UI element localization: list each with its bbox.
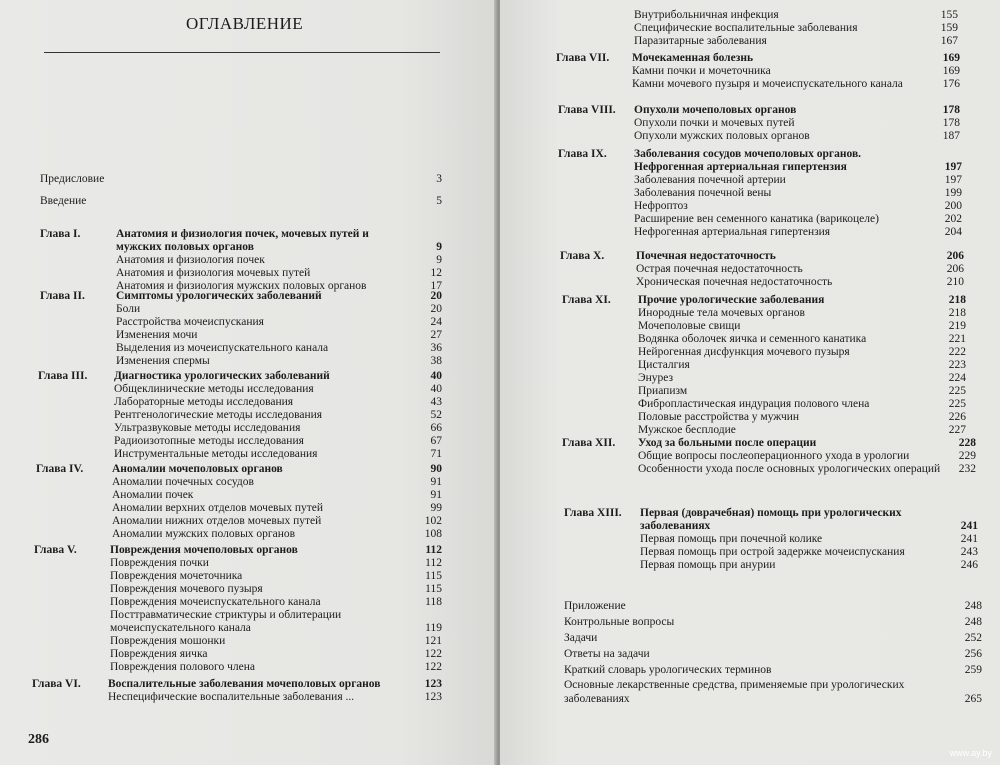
page-ref: 246 — [960, 559, 978, 571]
page-ref: 232 — [958, 463, 976, 475]
toc-entry: Посттравматические стриктуры и облитерации мочеиспускательного канала 119 — [110, 609, 442, 634]
toc-entry: Радиоизотопные методы исследования 67 — [114, 435, 442, 447]
toc-entry: Повреждения мочевого пузыря 115 — [110, 583, 442, 595]
toc-entry: Внутрибольничная инфекция 155 — [634, 9, 958, 21]
chapter-label: Глава VII. — [556, 52, 610, 64]
chapter-title: Уход за больными после операции 228 — [638, 437, 976, 449]
page-ref: 12 — [430, 267, 442, 279]
toc-entry: Выделения из мочеиспускательного канала 36 — [116, 342, 442, 354]
toc-entry: Аномалии верхних отделов мочевых путей 99 — [112, 502, 442, 514]
page-ref: 204 — [944, 226, 962, 238]
toc-entry: Аномалии почек 91 — [112, 489, 442, 501]
page-ref: 27 — [430, 329, 442, 341]
page-ref: 123 — [424, 691, 442, 703]
toc-entry: Энурез 224 — [638, 372, 966, 384]
page-ref: 206 — [946, 250, 964, 262]
chapter-entries — [108, 678, 442, 704]
page-ref: 169 — [942, 65, 960, 77]
page-ref: 36 — [430, 342, 442, 354]
page-ref: 210 — [946, 276, 964, 288]
page-ref: 40 — [430, 383, 442, 395]
page-ref: 20 — [430, 290, 442, 302]
toc-entry: Анатомия и физиология почек 9 — [116, 254, 442, 266]
page-ref: 9 — [436, 241, 442, 253]
right-page — [500, 0, 1000, 765]
watermark: www.ay.by — [949, 748, 992, 758]
toc-entry: Инородные тела мочевых органов 218 — [638, 307, 966, 319]
page-ref: 187 — [942, 130, 960, 142]
toc-entry: Инструментальные методы исследования 71 — [114, 448, 442, 460]
toc-entry: Повреждения почки 112 — [110, 557, 442, 569]
chapter-title: Повреждения мочеполовых органов 112 — [110, 544, 442, 556]
toc-entry: Нейрогенная дисфункция мочевого пузыря 222 — [638, 346, 966, 358]
chapter-title: Прочие урологические заболевания 218 — [638, 294, 966, 306]
toc-entry: Аномалии нижних отделов мочевых путей 102 — [112, 515, 442, 527]
chapter-label: Глава X. — [560, 250, 605, 262]
page-ref: 197 — [944, 174, 962, 186]
toc-entry: Неспецифические воспалительные заболевания ... 123 — [108, 691, 442, 703]
page-ref: 119 — [425, 622, 442, 634]
chapter-entries — [114, 370, 442, 461]
toc-entry: Особенности ухода после основных урологических операций 232 — [638, 463, 976, 475]
chapter-title: Первая (доврачебная) помощь при урологических заболеваниях 241 — [640, 507, 978, 532]
page-ref: 225 — [948, 398, 966, 410]
chapter-label: Глава V. — [34, 544, 77, 556]
toc-entry: Расстройства мочеиспускания 24 — [116, 316, 442, 328]
toc-entry: Повреждения мочеточника 115 — [110, 570, 442, 582]
chapter-title: Воспалительные заболевания мочеполовых органов 123 — [108, 678, 442, 690]
page-ref: 71 — [430, 448, 442, 460]
page-ref: 99 — [430, 502, 442, 514]
page-ref: 229 — [958, 450, 976, 462]
chapter-label: Глава I. — [40, 228, 81, 240]
page-number: 286 — [28, 732, 49, 747]
toc-entry: Водянка оболочек яичка и семенного канатика 221 — [638, 333, 966, 345]
toc-entry: Хроническая почечная недостаточность 210 — [636, 276, 964, 288]
chapter-entries — [640, 507, 978, 572]
page-ref: 52 — [430, 409, 442, 421]
page-ref: 178 — [942, 117, 960, 129]
page-ref: 223 — [948, 359, 966, 371]
chapter-entries — [116, 228, 442, 293]
page-ref: 200 — [944, 200, 962, 212]
chapter-title: Анатомия и физиология почек, мочевых путей и мужских половых органов 9 — [116, 228, 442, 253]
toc-entry: Цисталгия 223 — [638, 359, 966, 371]
page-ref: 169 — [942, 52, 960, 64]
chapter-label: Глава XII. — [562, 437, 616, 449]
page-ref: 197 — [944, 161, 962, 173]
page-ref: 176 — [942, 78, 960, 90]
page-ref: 227 — [948, 424, 966, 436]
page-ref: 241 — [960, 533, 978, 545]
toc-entry: Нефроптоз 200 — [634, 200, 962, 212]
title-rule — [44, 52, 440, 53]
chapter-title: Мочекаменная болезнь 169 — [632, 52, 960, 64]
page-ref: 24 — [430, 316, 442, 328]
page-ref: 202 — [944, 213, 962, 225]
toc-entry: Повреждения мошонки 121 — [110, 635, 442, 647]
toc-entry: Мужское бесплодие 227 — [638, 424, 966, 436]
page-ref: 67 — [430, 435, 442, 447]
page-ref: 20 — [430, 303, 442, 315]
left-page — [0, 0, 497, 765]
chapter-label: Глава VI. — [32, 678, 81, 690]
toc-entry: Камни почки и мочеточника 169 — [632, 65, 960, 77]
chapter-entries — [634, 104, 960, 143]
page-ref: 219 — [948, 320, 966, 332]
page-ref: 243 — [960, 546, 978, 558]
chapter-entries — [112, 463, 442, 541]
chapter-entries — [110, 544, 442, 674]
toc-entry: Изменения мочи 27 — [116, 329, 442, 341]
toc-entry: Половые расстройства у мужчин 226 — [638, 411, 966, 423]
toc-entry: Лабораторные методы исследования 43 — [114, 396, 442, 408]
page-ref: 91 — [430, 476, 442, 488]
page-ref: 112 — [425, 544, 442, 556]
toc-entry: Паразитарные заболевания 167 — [634, 35, 958, 47]
chapter-label: Глава III. — [38, 370, 88, 382]
chapter-label: Глава IX. — [558, 148, 607, 160]
page-ref: 112 — [425, 557, 442, 569]
toc-entry: Ответы на задачи 256 — [564, 648, 982, 660]
chapter-title: Почечная недостаточность 206 — [636, 250, 964, 262]
toc-entry: Первая помощь при острой задержке мочеиспускания 243 — [640, 546, 978, 558]
toc-entry: Приложение 248 — [564, 600, 982, 612]
chapter-entries — [636, 250, 964, 289]
toc-entry: Первая помощь при анурии 246 — [640, 559, 978, 571]
page-ref: 241 — [960, 520, 978, 532]
page-ref: 225 — [948, 385, 966, 397]
toc-entry: Заболевания почечной артерии 197 — [634, 174, 962, 186]
page-ref: 115 — [425, 583, 442, 595]
page-title: ОГЛАВЛЕНИЕ — [186, 14, 304, 33]
toc-entry: Предисловие 3 — [40, 173, 442, 185]
chapter-title: Диагностика урологических заболеваний 40 — [114, 370, 442, 382]
chapter-title: Симптомы урологических заболеваний 20 — [116, 290, 442, 302]
page-ref: 222 — [948, 346, 966, 358]
page-ref: 102 — [424, 515, 442, 527]
page-ref: 43 — [430, 396, 442, 408]
toc-entry: Аномалии почечных сосудов 91 — [112, 476, 442, 488]
chapter-entries — [116, 290, 442, 368]
chapter-entries — [632, 52, 960, 91]
page-ref: 178 — [942, 104, 960, 116]
toc-entry: Специфические воспалительные заболевания 159 — [634, 22, 958, 34]
chapter-label: Глава XI. — [562, 294, 611, 306]
toc-entry: Опухоли мужских половых органов 187 — [634, 130, 960, 142]
toc-entry: Расширение вен семенного канатика (варикоцеле) 202 — [634, 213, 962, 225]
toc-entry: Ультразвуковые методы исследования 66 — [114, 422, 442, 434]
page-ref: 226 — [948, 411, 966, 423]
page-ref: 115 — [425, 570, 442, 582]
chapter-title: Заболевания сосудов мочеполовых органов. Нефрогенная артериальная гипертензия 197 — [634, 148, 962, 173]
toc-entry: Камни мочевого пузыря и мочеиспускательного канала 176 — [632, 78, 960, 90]
toc-entry: Острая почечная недостаточность 206 — [636, 263, 964, 275]
toc-entry: Рентгенологические методы исследования 52 — [114, 409, 442, 421]
page-ref: 224 — [948, 372, 966, 384]
toc-entry: Краткий словарь урологических терминов 259 — [564, 664, 982, 676]
toc-entry: Заболевания почечной вены 199 — [634, 187, 962, 199]
page-ref: 118 — [425, 596, 442, 608]
chapter-entries — [638, 437, 976, 476]
page-ref: 66 — [430, 422, 442, 434]
toc-entry: Анатомия и физиология мочевых путей 12 — [116, 267, 442, 279]
page-ref: 38 — [430, 355, 442, 367]
toc-entry: Повреждения мочеиспускательного канала 118 — [110, 596, 442, 608]
chapter-title: Аномалии мочеполовых органов 90 — [112, 463, 442, 475]
page-ref: 221 — [948, 333, 966, 345]
page-ref: 17 — [430, 280, 442, 292]
page-ref: 40 — [430, 370, 442, 382]
toc-entry: Приапизм 225 — [638, 385, 966, 397]
toc-entry: Опухоли почки и мочевых путей 178 — [634, 117, 960, 129]
page-ref: 121 — [424, 635, 442, 647]
toc-entry: Фибропластическая индурация полового члена 225 — [638, 398, 966, 410]
toc-entry: Нефрогенная артериальная гипертензия 204 — [634, 226, 962, 238]
page-ref: 228 — [958, 437, 976, 449]
toc-entry: Аномалии мужских половых органов 108 — [112, 528, 442, 540]
chapter-label: Глава II. — [40, 290, 85, 302]
page-ref: 122 — [424, 661, 442, 673]
toc-entry: Первая помощь при почечной колике 241 — [640, 533, 978, 545]
chapter-title: Опухоли мочеполовых органов 178 — [634, 104, 960, 116]
toc-entry: Мочеполовые свищи 219 — [638, 320, 966, 332]
chapter-label: Глава VIII. — [558, 104, 616, 116]
toc-entry: Изменения спермы 38 — [116, 355, 442, 367]
page-ref: 108 — [424, 528, 442, 540]
chapter-entries — [634, 148, 962, 239]
toc-entry: Основные лекарственные средства, применяемые при урологических заболеваниях 265 — [564, 679, 982, 705]
chapter-label: Глава IV. — [36, 463, 84, 475]
toc-entry: Общие вопросы послеоперационного ухода в урологии 229 — [638, 450, 976, 462]
toc-entry: Повреждения полового члена 122 — [110, 661, 442, 673]
page-ref: 90 — [430, 463, 442, 475]
chapter-entries — [638, 294, 966, 437]
page-ref: 218 — [948, 294, 966, 306]
toc-entry: Боли 20 — [116, 303, 442, 315]
page-ref: 9 — [436, 254, 442, 266]
page-ref: 123 — [424, 678, 442, 690]
toc-entry: Контрольные вопросы 248 — [564, 616, 982, 628]
page-ref: 91 — [430, 489, 442, 501]
page-ref: 122 — [424, 648, 442, 660]
toc-entry: Задачи 252 — [564, 632, 982, 644]
chapter-label: Глава XIII. — [564, 507, 622, 519]
page-ref: 218 — [948, 307, 966, 319]
toc-entry: Введение 5 — [40, 195, 442, 207]
page-ref: 206 — [946, 263, 964, 275]
toc-entry: Общеклинические методы исследования 40 — [114, 383, 442, 395]
page-ref: 199 — [944, 187, 962, 199]
toc-entry: Анатомия и физиология мужских половых органов 17 — [116, 280, 442, 292]
toc-entry: Повреждения яичка 122 — [110, 648, 442, 660]
